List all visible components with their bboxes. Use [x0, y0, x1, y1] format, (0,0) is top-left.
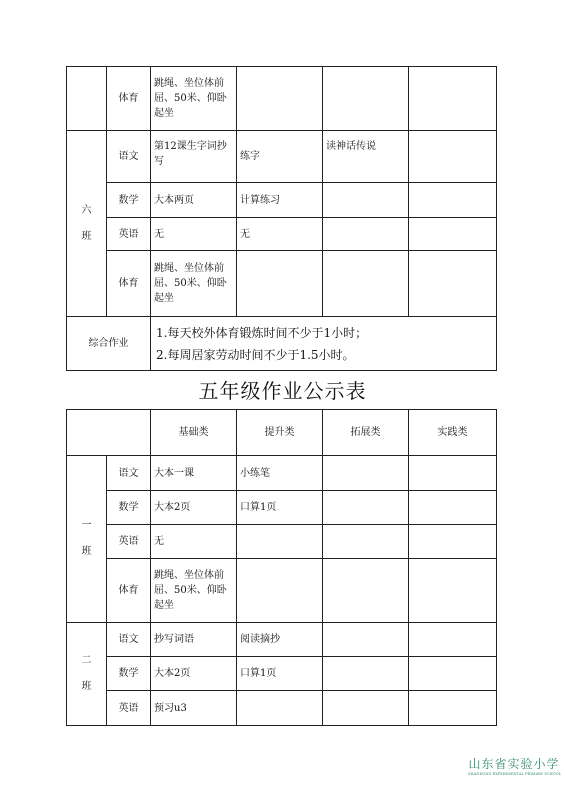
class-name-cell	[67, 131, 107, 317]
header-corner	[67, 410, 151, 456]
basic-cell: 无	[151, 218, 237, 251]
basic-cell: 大本2页	[151, 491, 237, 525]
basic-cell: 第12课生字词抄写	[151, 131, 237, 183]
table-row	[67, 691, 497, 726]
school-logo	[468, 755, 560, 776]
class-name-cell	[67, 456, 107, 623]
comprehensive-line-1: 1.每天校外体育锻炼时间不少于1小时；	[156, 325, 368, 340]
subject-cell: 体育	[107, 67, 151, 131]
extension-cell	[323, 657, 409, 691]
advanced-cell: 练字	[237, 131, 323, 183]
practice-cell	[409, 559, 497, 623]
table-row	[67, 67, 497, 131]
subject-cell: 数学	[107, 183, 151, 218]
practice-cell	[409, 131, 497, 183]
comprehensive-content	[151, 317, 497, 371]
practice-cell	[409, 623, 497, 657]
practice-cell	[409, 67, 497, 131]
advanced-cell: 小练笔	[237, 456, 323, 491]
extension-cell	[323, 525, 409, 559]
advanced-cell: 口算1页	[237, 657, 323, 691]
header-row	[67, 410, 497, 456]
table-row	[67, 623, 497, 657]
page-title: 五年级作业公示表	[198, 379, 367, 403]
extension-cell	[323, 491, 409, 525]
subject-cell: 体育	[107, 559, 151, 623]
basic-cell: 抄写词语	[151, 623, 237, 657]
advanced-cell: 阅读摘抄	[237, 623, 323, 657]
advanced-cell	[237, 251, 323, 317]
advanced-cell	[237, 691, 323, 726]
extension-cell: 读神话传说	[323, 131, 409, 183]
class-cell-prev	[67, 67, 107, 131]
extension-cell	[323, 67, 409, 131]
header-advanced: 提升类	[237, 410, 323, 456]
school-logo-english: SHANDONG EXPERIMENTAL PRIMARY SCHOOL	[468, 772, 562, 776]
basic-cell: 大本一课	[151, 456, 237, 491]
advanced-cell	[237, 67, 323, 131]
header-extension: 拓展类	[323, 410, 409, 456]
extension-cell	[323, 183, 409, 218]
basic-cell: 跳绳、坐位体前屈、50米、仰卧起坐	[151, 251, 237, 317]
basic-cell: 大本2页	[151, 657, 237, 691]
practice-cell	[409, 251, 497, 317]
table-row	[67, 183, 497, 218]
extension-cell	[323, 456, 409, 491]
subject-cell: 英语	[107, 691, 151, 726]
basic-cell: 无	[151, 525, 237, 559]
basic-cell: 跳绳、坐位体前屈、50米、仰卧起坐	[151, 67, 237, 131]
advanced-cell: 计算练习	[237, 183, 323, 218]
class-name: 一 班	[81, 520, 92, 557]
subject-cell: 语文	[107, 456, 151, 491]
practice-cell	[409, 525, 497, 559]
table-row	[67, 491, 497, 525]
class-name-cell	[67, 623, 107, 726]
practice-cell	[409, 691, 497, 726]
basic-cell: 跳绳、坐位体前屈、50米、仰卧起坐	[151, 559, 237, 623]
subject-cell: 数学	[107, 491, 151, 525]
practice-cell	[409, 456, 497, 491]
comprehensive-label: 综合作业	[67, 317, 151, 371]
practice-cell	[409, 218, 497, 251]
subject-cell: 数学	[107, 657, 151, 691]
practice-cell	[409, 183, 497, 218]
header-basic: 基础类	[151, 410, 237, 456]
basic-cell: 预习u3	[151, 691, 237, 726]
school-logo-chinese: 山东省实验小学	[468, 757, 560, 771]
grade-five-homework-table	[66, 409, 497, 726]
advanced-cell: 口算1页	[237, 491, 323, 525]
table-row	[67, 456, 497, 491]
extension-cell	[323, 691, 409, 726]
comprehensive-line-2: 2.每周居家劳动时间不少于1.5小时。	[156, 347, 355, 362]
advanced-cell	[237, 559, 323, 623]
table-row	[67, 251, 497, 317]
basic-cell: 大本两页	[151, 183, 237, 218]
subject-cell: 体育	[107, 251, 151, 317]
header-practice: 实践类	[409, 410, 497, 456]
table-row	[67, 657, 497, 691]
practice-cell	[409, 491, 497, 525]
extension-cell	[323, 218, 409, 251]
extension-cell	[323, 251, 409, 317]
class-name: 二 班	[81, 655, 92, 692]
practice-cell	[409, 657, 497, 691]
extension-cell	[323, 623, 409, 657]
subject-cell: 英语	[107, 218, 151, 251]
table-row	[67, 559, 497, 623]
class-six-homework-table	[66, 66, 497, 371]
subject-cell: 语文	[107, 623, 151, 657]
comprehensive-row	[67, 317, 497, 371]
table-row	[67, 131, 497, 183]
subject-cell: 英语	[107, 525, 151, 559]
advanced-cell	[237, 525, 323, 559]
extension-cell	[323, 559, 409, 623]
subject-cell: 语文	[107, 131, 151, 183]
table-row	[67, 525, 497, 559]
advanced-cell: 无	[237, 218, 323, 251]
class-name: 六 班	[81, 204, 92, 242]
table-row	[67, 218, 497, 251]
